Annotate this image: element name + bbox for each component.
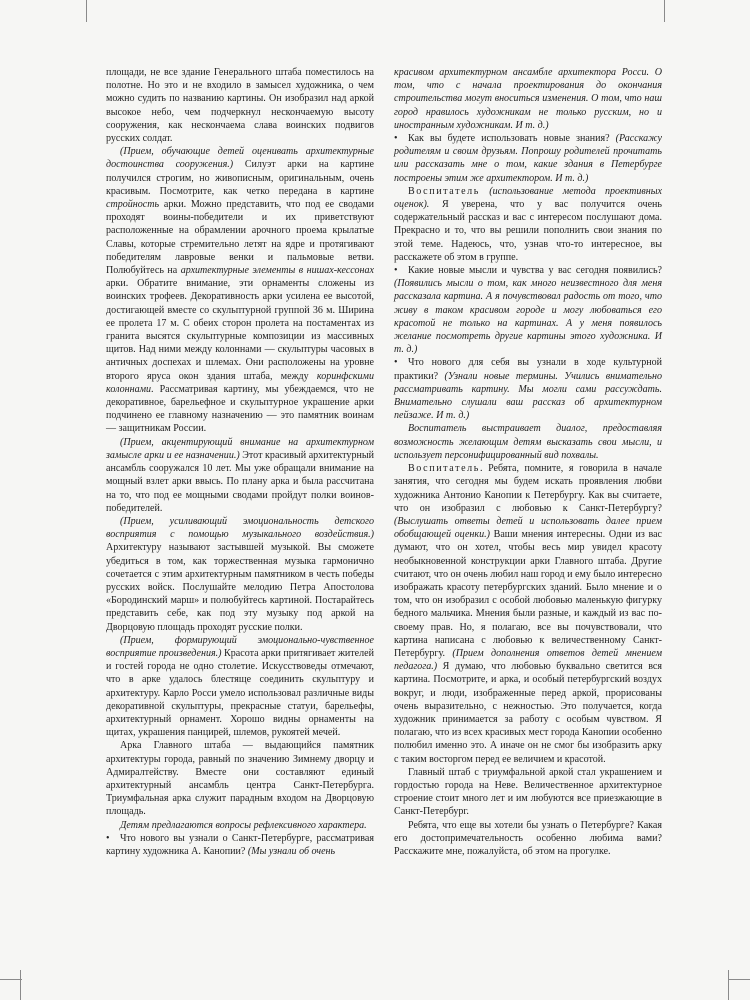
crop-mark-bottom-right <box>728 970 729 1000</box>
right-bullet-question-2: • Как вы будете использовать новые знания? (Расскажу родителям и своим друзьям. Попрошу родителей прочитать или рассказать мне о том, какие здания в Петербурге построены этим же архитектором. И т. д.) <box>394 133 662 184</box>
crop-mark-bottom-left-h <box>0 979 22 980</box>
crop-mark-bottom-right-h <box>728 979 750 980</box>
left-paragraph-5: (Прием, формирующий эмоционально-чувственное восприятие произведения.) Красота арки притягивает жителей и гостей города не одно столетие. Искусствоведы отмечают, что в арке удалось блестяще соединить скульптуру и архитектуру. Карло Росси умело использовал различные виды декоративной скульптуры, прекрасные статуи, барельефы, архитектурный орнамент. Хорошо видны орнаменты на щитах, украшения панцирей, шлемов, рукоятей мечей. <box>106 634 374 739</box>
right-paragraph-1: красивом архитектурном ансамбле архитектора Росси. О том, что с начала проектирования до окончания строительства могут вноситься изменения. О том, что наш город нравилось художникам не только русским, но и иностранным художникам. И т. д.) <box>394 67 662 131</box>
bullet-icon: • <box>394 133 398 145</box>
right-paragraph-dialog-note: Воспитатель выстраивает диалог, предоставляя возможность желающим детям высказать свои мысли, и использует персонифицированный вид похвалы. <box>394 423 662 461</box>
left-paragraph-3: (Прием, акцентирующий внимание на архитектурном замысле арки и ее назначении.) Этот красивый архитектурный ансамбль сооружался 10 лет. Мы уже обращали внимание на мощный взлет арки ввысь. По плану арка и была рассчитана на то, что под ее мощными сводами пройдут полки воинов-победителей. <box>106 436 374 514</box>
left-paragraph-7: Детям предлагаются вопросы рефлексивного характера. <box>120 819 367 831</box>
right-paragraph-educator-2: Воспитатель. Ребята, помните, я говорила в начале занятия, что сегодня мы будем искать проявления любви художника Антонио Канопии к Петербургу. Как вы считаете, что он изобразил с любовью к Санкт-Петербургу? (Выслушать ответы детей и использовать далее прием обобщающей оценки.) Ваши мнения интересны. Одни из вас думают, что он хотел, чтобы весь мир увидел красоту необыкновенной конструкции арки Главного штаба. Другие считают, что он очень любил наш город и ему было интересно изображать красоту петербургских зданий. Было мнение и о том, что он изобразил с особой любовью маленькую фигурку бедного мальчика. Мнения были разные, и каждый из вас по-своему прав. Но, я полагаю, все вы почувствовали, что картина написана с любовью к величественному Санкт-Петербургу. (Прием дополнения ответов детей мнением педагога.) Я думаю, что любовью буквально светится вся картина. Посмотрите, и арка, и особый петербургский воздух вокруг, и люди, изображенные перед аркой, прорисованы очень выразительно, с нежностью. Это получается, когда художник принимается за работу с особым чувством. Я полагаю, что из всех красивых мест города Канопии особенно полюбил именно это. А иначе он не смог бы изобразить арку с таким восторгом перед ее величием и красотой. <box>394 463 662 765</box>
right-bullet-question-3: • Какие новые мысли и чувства у вас сегодня появились? (Появились мысли о том, как много неизвестного для меня рассказала картина. А я почувствовал радость от того, что живу в таком красивом городе и могу любоваться его красотой не только на картинах. А у меня появилось желание посмотреть другие картины этого художника. И т. д.) <box>394 265 662 356</box>
right-paragraph-educator-1: Воспитатель (использование метода проективных оценок). Я уверена, что у вас получится очень содержательный рассказ и вас с интересом послушают дома. Прекрасно и то, что вы решили пополнить свои знания по этой теме. Надеюсь, что, узнав что-то интересное, вы расскажете об этом в группе. <box>394 185 662 263</box>
crop-mark-top-right <box>664 0 665 22</box>
left-paragraph-1: площади, не все здание Генерального штаба поместилось на полотне. Но это и не входило в замысел художника, о чем можно судить по названию картины. Он изобразил над аркой высокое небо, чем подчеркнул нескончаемую высоту сооружения, как нескончаема слава воинских подвигов русских солдат. <box>106 67 374 145</box>
right-bullet-question-4: • Что нового для себя вы узнали в ходе культурной практики? (Узнали новые термины. Учились внимательно рассматривать картину. Мы могли сами рассуждать. Внимательно слушали ваш рассказ об архитектурном пейзаже. И т. д.) <box>394 357 662 422</box>
left-paragraph-4: (Прием, усиливающий эмоциональность детского восприятия с помощью музыкального воздействия.) Архитектуру называют застывшей музыкой. Вы сможете убедиться в том, как торжественная музыка гармонично сочетается с этим архитектурным памятником в честь победы русских войск. Послушайте мелодию Петра Апостолова «Бородинский марш» и полюбуйтесь картиной. Постарайтесь представить себе, как под эту музыку под аркой на Дворцовую площадь проходят русские полки. <box>106 515 374 633</box>
left-bullet-question-1: • Что нового вы узнали о Санкт-Петербурге, рассматривая картину художника А. Канопии? (Мы узнали об очень <box>106 832 374 857</box>
crop-mark-bottom-left <box>20 970 21 1000</box>
left-paragraph-6: Арка Главного штаба — выдающийся памятник архитектуры города, равный по значению Зимнему дворцу и Адмиралтейству. Вместе они составляют единый архитектурный ансамбль центра Санкт-Петербурга. Триумфальная арка служит парадным входом на Дворцовую площадь. <box>106 740 374 818</box>
bullet-icon: • <box>394 357 398 369</box>
bullet-icon: • <box>106 832 110 844</box>
right-paragraph-final-question: Ребята, что еще вы хотели бы узнать о Петербурге? Какая его достопримечательность особенно любима вами? Расскажите мне, пожалуйста, об этом на прогулке. <box>394 819 662 857</box>
bullet-icon: • <box>394 265 398 277</box>
crop-mark-top-left <box>86 0 87 22</box>
right-paragraph-conclusion: Главный штаб с триумфальной аркой стал украшением и гордостью города на Неве. Величественное архитектурное строение стоит много лет и им любуются все приезжающие в Санкт-Петербург. <box>394 766 662 818</box>
right-column <box>394 66 662 858</box>
left-paragraph-2: (Прием, обучающие детей оценивать архитектурные достоинства сооружения.) Силуэт арки на картине получился строгим, но живописным, оригинальным, очень красивым. Посмотрите, как четко передана в картине стройность арки. Можно представить, что под ее сводами проходят воины-победители и их приветствуют расположенные на обрамлении арочного проема крылатые Славы, которые стремительно летят на ядре и протягивают победителям лавровые венки и пальмовые ветви. Полюбуйтесь на архитектурные элементы в нишах-кессонах арки. Обратите внимание, эти орнаменты сложены из воинских трофеев. Декоративность арки усилена ее высотой, достигающей вместе со скульптурной группой 36 м. Ширина ее пролета 17 м. С обеих сторон пролета на постаментах из гранита высятся скульптурные композиции из массивных щитов. Над ними между колоннами — скульптуры часовых в античных доспехах и шлемах. Они расположены на уровне второго яруса окон здания штаба, между коринфскими колоннами. Рассматривая картину, мы убеждаемся, что не декоративное, барельефное и скульптурное украшение арки подчинено ее главному назначению — это памятник воинам — защитникам России. <box>106 146 374 435</box>
left-column <box>106 66 374 858</box>
